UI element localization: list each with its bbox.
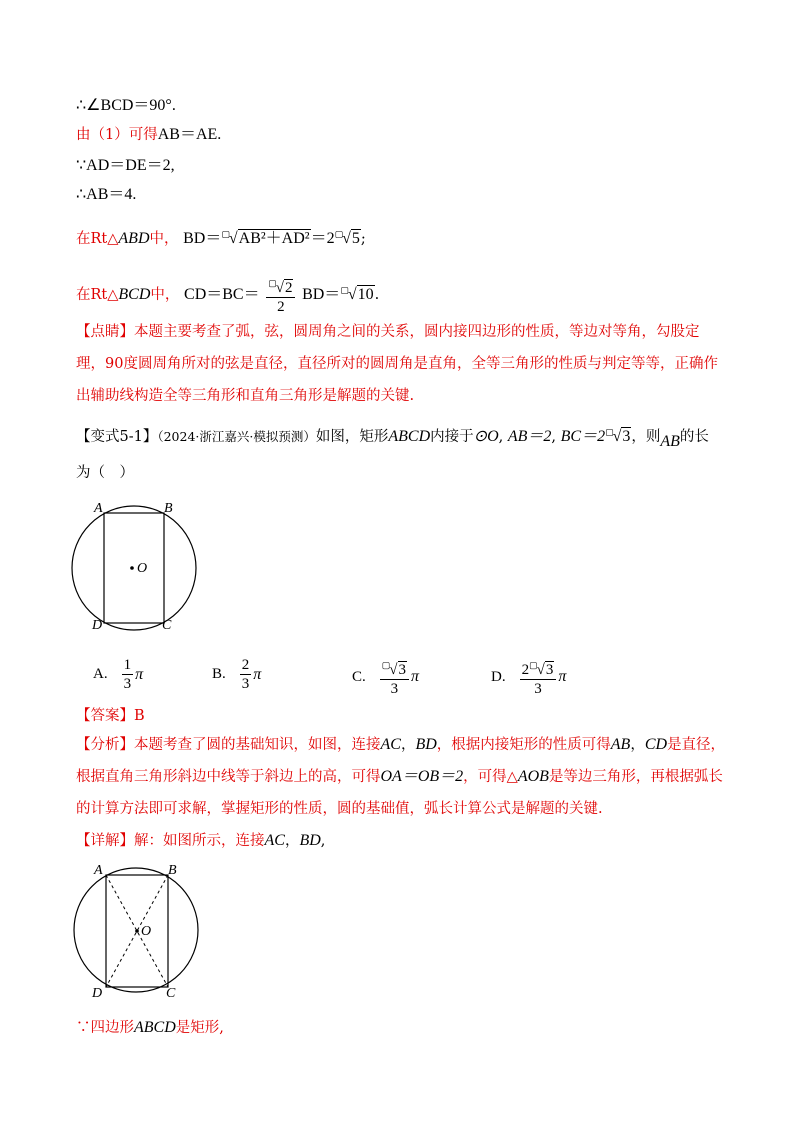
label-o: O [141, 924, 152, 939]
rectangle-abcd [104, 513, 164, 623]
question-line-2: 为（ ） [76, 465, 134, 481]
last-line: ∵四边形ABCD是矩形, [76, 1019, 224, 1036]
figure-circle-rectangle-diagonals [66, 860, 206, 1000]
detail-line: 【详解】解：如图所示，连接AC，BD, [76, 832, 326, 849]
center-point [135, 929, 139, 933]
option-b[interactable]: B. $\frac{2}{3}$ π [212, 657, 262, 692]
dianjing-paragraph: 【点睛】本题主要考查了弧，弦，圆周角之间的关系，圆内接四边形的性质，等边对等角，勾股定理，90度圆周角所对的弦是直径，直径所对的圆周角是直角，全等三角形的性质与判定等等，正确作出辅助线构造全等三角形和直角三角形是解题的关键. [76, 324, 718, 404]
label-c: C [162, 618, 172, 633]
question-line-1: 【变式5-1】（2024·浙江嘉兴·模拟预测）如图，矩形ABCD内接于⊙O, AB＝2, BC＝2▢√3，则AB的长 [76, 428, 709, 450]
analysis-paragraph: 【分析】本题考查了圆的基础知识，如图，连接AC，BD，根据内接矩形的性质可得AB，CD是直径，根据直角三角形斜边中线等于斜边上的高，可得OA＝OB＝2，可得△AOB是等边三角形，再根据弧长的计算方法即可求解，掌握矩形的性质，圆的基础值，弧长计算公式是解题的关键. [76, 736, 726, 817]
line-ab-ae: 由（1）可得AB＝AE. [76, 126, 222, 143]
option-c[interactable]: C. $\frac{^▢√3}{3}$ π [352, 656, 419, 698]
circle-o [72, 506, 196, 630]
label-d: D [92, 618, 103, 633]
label-a: A [94, 501, 103, 516]
center-point [130, 566, 134, 570]
label-a: A [94, 863, 103, 878]
option-a[interactable]: A. $\frac{1}{3}$ π [93, 657, 144, 692]
label-o: O [137, 561, 148, 576]
figure-circle-rectangle [66, 498, 206, 638]
line-ad-de: ∵AD＝DE＝2, [76, 157, 175, 174]
label-c: C [166, 986, 176, 1000]
line-ab-4: ∴AB＝4. [76, 186, 137, 203]
line-angle-bcd: ∴∠BCD＝90°. [76, 97, 176, 114]
line-cd-calc: 在Rt△BCD中， CD＝BC＝ $\frac{^▢√2}{2}$ BD＝▢√10. [76, 274, 379, 316]
answer-line: 【答案】B [76, 708, 145, 724]
label-b: B [164, 501, 173, 516]
label-b: B [168, 863, 177, 878]
line-bd-calc: 在Rt△ABD中， BD＝▢√AB²＋AD²＝2▢√5; [76, 230, 366, 247]
label-d: D [92, 986, 103, 1000]
option-d[interactable]: D. $\frac{2^▢√3}{3}$ π [491, 656, 566, 698]
